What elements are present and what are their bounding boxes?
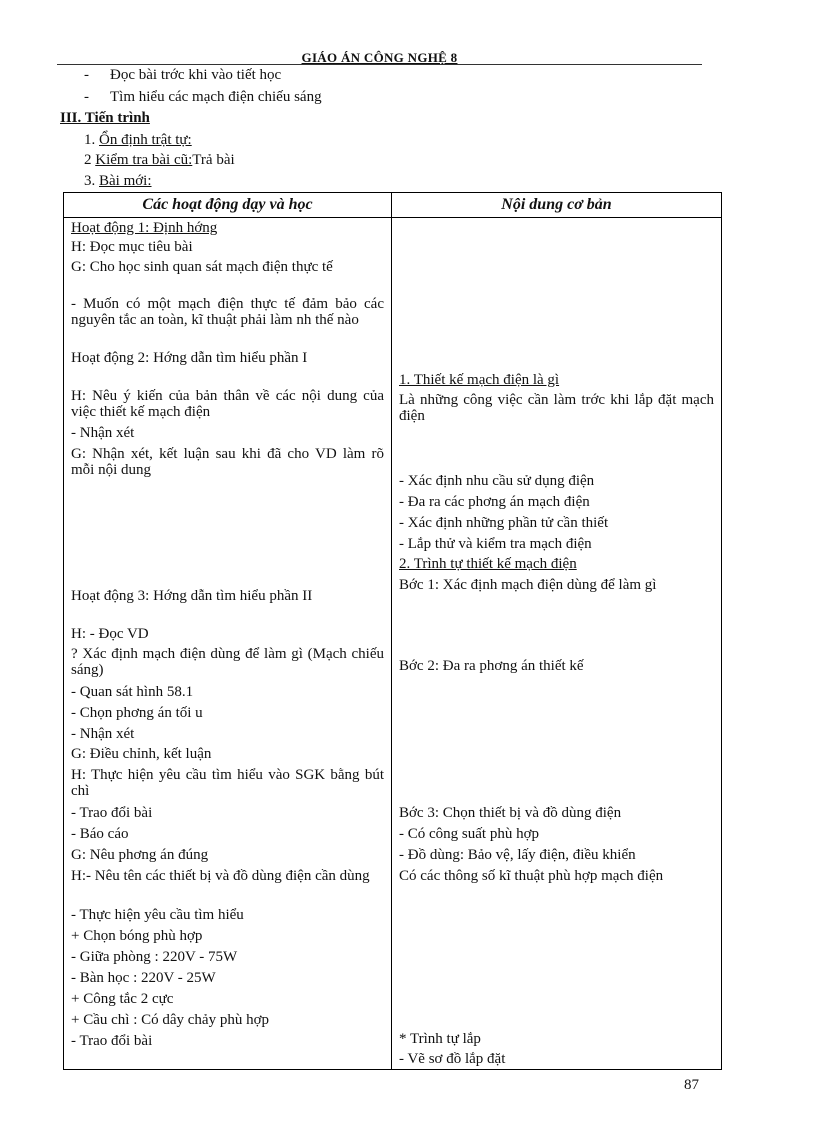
content-cell bbox=[392, 218, 722, 1070]
activity-heading: Hoạt động 2: Hớng dẫn tìm hiểu phần I bbox=[71, 350, 308, 366]
page-header-title: GIÁO ÁN CÔNG NGHỆ 8 bbox=[301, 50, 458, 65]
activity-line: - Chọn phơng án tối u bbox=[71, 705, 203, 721]
content-heading: 1. Thiết kế mạch điện là gì bbox=[399, 372, 560, 388]
content-line: Có các thông số kĩ thuật phù hợp mạch điện bbox=[399, 868, 664, 884]
header-activities: Các hoạt động dạy và học bbox=[64, 193, 392, 218]
activity-line: H: Đọc mục tiêu bài bbox=[71, 239, 193, 255]
activity-line: H: Nêu ý kiến của bản thân về các nội dung của việc thiết kế mạch điện bbox=[71, 388, 384, 420]
activity-line: ? Xác định mạch điện dùng để làm gì (Mạch chiếu sáng) bbox=[71, 646, 384, 678]
content-line: - Lắp thử và kiểm tra mạch điện bbox=[399, 536, 592, 552]
activity-heading: Hoạt động 1: Định hớng bbox=[71, 220, 218, 236]
header-content: Nội dung cơ bản bbox=[392, 193, 722, 218]
content-line: * Trình tự lắp bbox=[399, 1031, 481, 1047]
activity-line: - Giữa phòng : 220V - 75W bbox=[71, 949, 238, 965]
activity-line: G: Cho học sinh quan sát mạch điện thực tế bbox=[71, 259, 333, 275]
activity-line: - Trao đổi bài bbox=[71, 805, 153, 821]
step-1: 1. Ổn định trật tự: bbox=[84, 132, 192, 148]
activity-line: H:- Nêu tên các thiết bị và đồ dùng điện cần dùng bbox=[71, 868, 370, 884]
activity-line: H: Thực hiện yêu cầu tìm hiểu vào SGK bằng bút chì bbox=[71, 767, 384, 799]
activity-line: G: Nhận xét, kết luận sau khi đã cho VD làm rõ mỗi nội dung bbox=[71, 446, 384, 478]
content-line: - Xác định nhu cầu sử dụng điện bbox=[399, 473, 595, 489]
activity-line: - Bàn học : 220V - 25W bbox=[71, 970, 216, 986]
content-line: - Đa ra các phơng án mạch điện bbox=[399, 494, 590, 510]
activity-line: - Trao đổi bài bbox=[71, 1033, 153, 1049]
activity-line: + Chọn bóng phù hợp bbox=[71, 928, 203, 944]
activity-line: + Cầu chì : Có dây chảy phù hợp bbox=[71, 1012, 270, 1028]
header-divider bbox=[57, 64, 702, 65]
intro-item: - Đọc bài trớc khi vào tiết học bbox=[84, 67, 282, 83]
activity-line: - Nhận xét bbox=[71, 726, 135, 742]
activity-line: - Nhận xét bbox=[71, 425, 135, 441]
activity-line: - Quan sát hình 58.1 bbox=[71, 684, 194, 700]
activity-line: H: - Đọc VD bbox=[71, 626, 149, 642]
intro-item: - Tìm hiểu các mạch điện chiếu sáng bbox=[84, 89, 322, 105]
page-number: 87 bbox=[684, 1077, 699, 1093]
step-3: 3. Bài mới: bbox=[84, 173, 152, 189]
activity-line: G: Nêu phơng án đúng bbox=[71, 847, 209, 863]
activities-cell bbox=[64, 218, 392, 1070]
content-line: Bớc 1: Xác định mạch điện dùng để làm gì bbox=[399, 577, 657, 593]
content-heading: 2. Trình tự thiết kế mạch điện bbox=[399, 556, 577, 572]
content-line: Bớc 2: Đa ra phơng án thiết kế bbox=[399, 658, 584, 674]
activity-line: - Thực hiện yêu cầu tìm hiểu bbox=[71, 907, 244, 923]
content-line: - Vẽ sơ đồ lắp đặt bbox=[399, 1051, 506, 1067]
step-2: 2 Kiểm tra bài cũ:Trả bài bbox=[84, 152, 235, 168]
activity-line: - Báo cáo bbox=[71, 826, 129, 842]
lesson-table bbox=[63, 192, 722, 1070]
content-line: - Đồ dùng: Bảo vệ, lấy điện, điều khiển bbox=[399, 847, 636, 863]
activity-line: + Công tắc 2 cực bbox=[71, 991, 174, 1007]
section-title: III. Tiến trình bbox=[60, 110, 150, 126]
activity-heading: Hoạt động 3: Hớng dẫn tìm hiểu phần II bbox=[71, 588, 313, 604]
activity-line: G: Điều chỉnh, kết luận bbox=[71, 746, 212, 762]
activity-line: - Muốn có một mạch điện thực tế đảm bảo các nguyên tắc an toàn, kĩ thuật phải làm nh thế nào bbox=[71, 296, 384, 328]
content-line: - Xác định những phần tử cần thiết bbox=[399, 515, 609, 531]
content-line: - Có công suất phù hợp bbox=[399, 826, 540, 842]
content-line: Bớc 3: Chọn thiết bị và đồ dùng điện bbox=[399, 805, 622, 821]
content-line: Là những công việc cần làm trớc khi lắp đặt mạch điện bbox=[399, 392, 714, 424]
